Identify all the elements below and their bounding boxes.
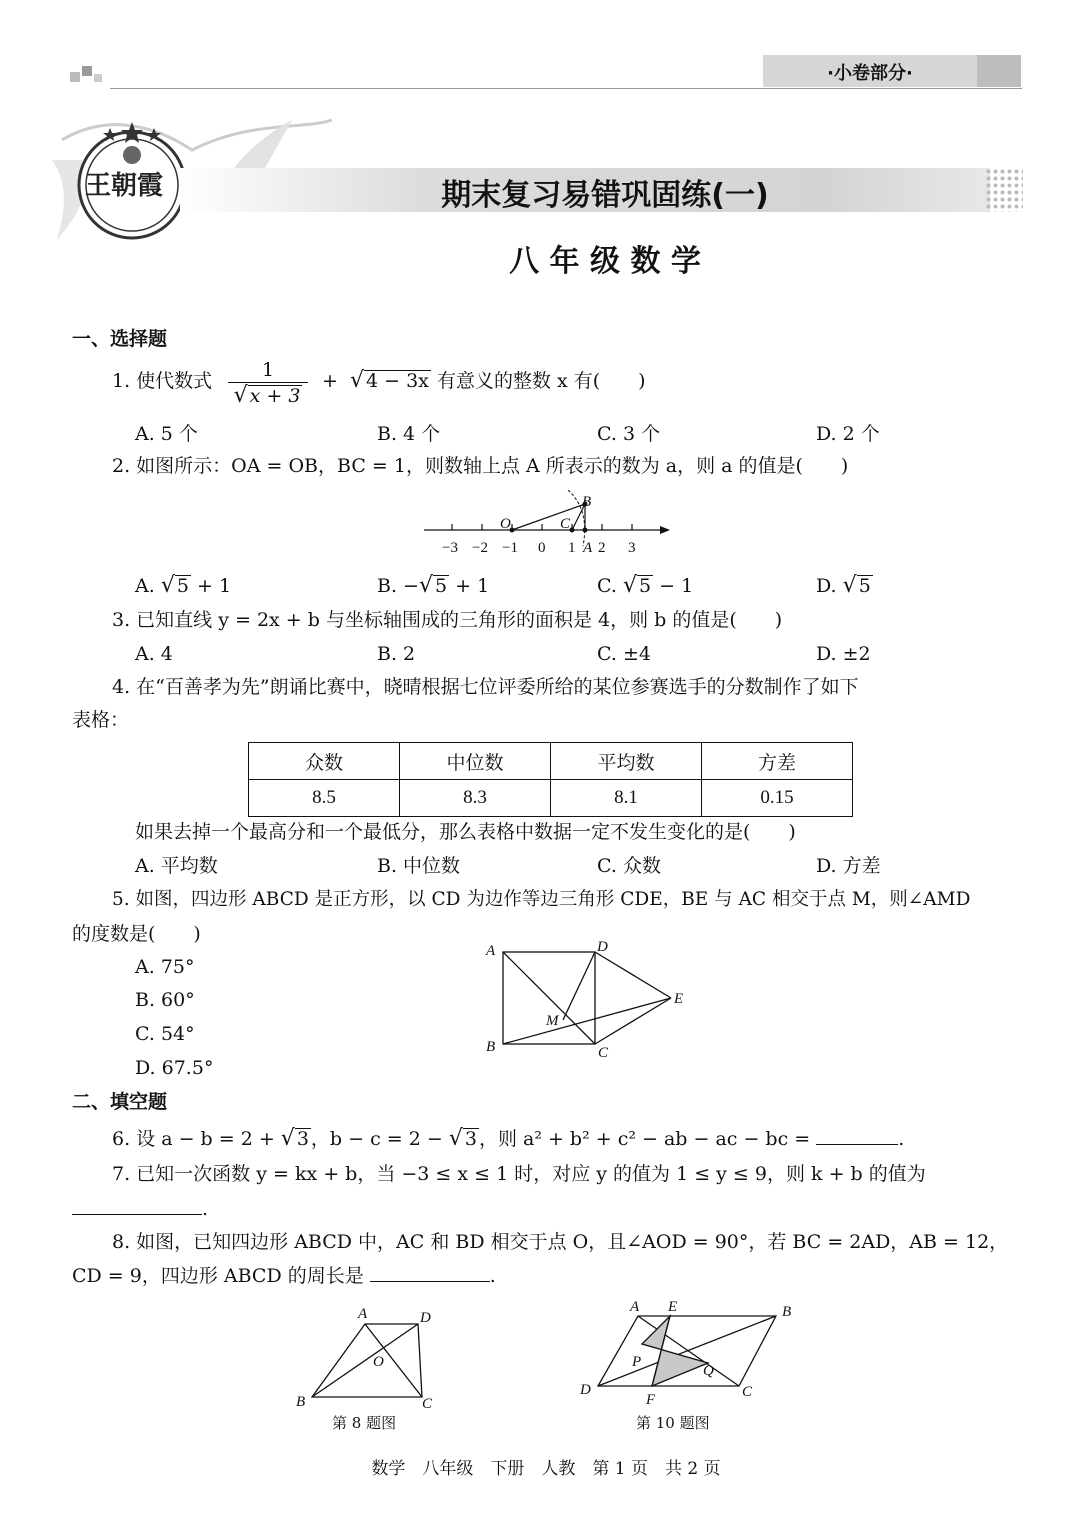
figure-label: C: [598, 1045, 609, 1061]
question-4-line2: 表格：: [72, 709, 130, 731]
tick-label: −3: [442, 540, 458, 556]
point-label: O: [500, 516, 511, 532]
q1-fraction: 1 √ x + 3: [228, 358, 308, 409]
figure-label: D: [420, 1310, 431, 1326]
q2-number-line: [420, 490, 680, 560]
figure-label: A: [486, 943, 496, 959]
figure-8: [290, 1300, 450, 1440]
table-header: 方差: [702, 743, 853, 780]
figure-label: B: [486, 1039, 496, 1055]
q1-radicand: 4 − 3x: [366, 370, 429, 392]
figure-10-caption: 第 10 题图: [636, 1414, 710, 1432]
section-heading-choice: 一、选择题: [72, 328, 168, 350]
figure-label: F: [646, 1392, 656, 1408]
q5-option-b: B. 60°: [135, 989, 195, 1011]
tick-label: 3: [628, 540, 636, 556]
table-cell: 8.5: [249, 780, 400, 817]
tick-label: −2: [472, 540, 488, 556]
q5-square-figure: [478, 935, 698, 1065]
question-7: 7. 已知一次函数 y = kx + b，当 −3 ≤ x ≤ 1 时，对应 y 的值为 1 ≤ y ≤ 9，则 k + b 的值为: [112, 1163, 926, 1185]
header-tab: [763, 55, 1021, 87]
answer-blank-7[interactable]: [72, 1196, 202, 1215]
q1-option-a: A. 5 个: [135, 423, 198, 445]
point-label: B: [582, 494, 592, 510]
page-title: 期末复习易错巩固练(一): [441, 178, 769, 213]
header-rule: [110, 88, 1022, 89]
q1-option-b: B. 4 个: [377, 423, 441, 445]
q2-option-a: A. √ 5 + 1: [135, 573, 232, 598]
q5-option-d: D. 67.5°: [135, 1057, 214, 1079]
question-5: 5. 如图，四边形 ABCD 是正方形，以 CD 为边作等边三角形 CDE，BE 与 AC 相交于点 M，则∠AMD: [112, 889, 971, 910]
question-8-line2: CD = 9，四边形 ABCD 的周长是 .: [72, 1265, 496, 1287]
q3-option-d: D. ±2: [816, 643, 871, 665]
answer-blank-6[interactable]: [816, 1126, 898, 1145]
point-label: A: [583, 540, 593, 556]
logo-text: 王朝霞: [85, 171, 164, 201]
table-row: [249, 743, 853, 780]
figure-label: C: [742, 1384, 753, 1400]
question-1: [112, 368, 212, 394]
figure-label: E: [668, 1299, 678, 1315]
tick-label: 0: [538, 540, 546, 556]
q1-frac-den: x + 3: [249, 385, 301, 407]
question-2: 2. 如图所示：OA = OB，BC = 1，则数轴上点 A 所表示的数为 a，则 a 的值是( ): [112, 455, 849, 477]
corner-squares: [70, 64, 110, 86]
q4-option-a: A. 平均数: [135, 855, 218, 877]
question-6: 6. 设 a − b = 2 + √ 3 ，b − c = 2 − √ 3 ，则 a² + b² + c² − ab − ac − bc = .: [112, 1126, 905, 1151]
question-8: 8. 如图，已知四边形 ABCD 中，AC 和 BD 相交于点 O，且∠AOD = 90°，若 BC = 2AD，AB = 12，: [112, 1231, 1009, 1253]
header-tab-label: ·小卷部分·: [827, 63, 913, 84]
q3-option-c: C. ±4: [597, 643, 651, 665]
question-5-line2: 的度数是( ): [72, 923, 201, 945]
figure-label: O: [373, 1354, 384, 1370]
table-header: 平均数: [551, 743, 702, 780]
title-bar-dots: [985, 168, 1023, 212]
q1-option-d: D. 2 个: [816, 423, 880, 445]
q2-option-d: D. √ 5: [816, 573, 871, 598]
tick-label: 2: [598, 540, 606, 556]
tick-label: −1: [502, 540, 518, 556]
figure-label: E: [674, 991, 684, 1007]
point-label: C: [560, 516, 571, 532]
figure-label: A: [358, 1306, 368, 1322]
answer-blank-8[interactable]: [370, 1263, 490, 1282]
figure-label: B: [296, 1394, 306, 1410]
figure-label: P: [632, 1354, 642, 1370]
figure-label: D: [597, 939, 608, 955]
figure-label: M: [546, 1013, 559, 1029]
figure-label: Q: [703, 1363, 714, 1379]
q5-option-c: C. 54°: [135, 1023, 195, 1045]
table-row: [249, 780, 853, 817]
q1-plus: +: [322, 370, 338, 392]
q2-option-c: C. √ 5 − 1: [597, 573, 694, 598]
figure-10: [576, 1294, 806, 1440]
q4-option-b: B. 中位数: [377, 855, 461, 877]
q1-option-c: C. 3 个: [597, 423, 661, 445]
table-header: 众数: [249, 743, 400, 780]
table-cell: 8.1: [551, 780, 702, 817]
page-subtitle: 八 年 级 数 学: [509, 244, 701, 279]
tick-label: 1: [568, 540, 576, 556]
q2-option-b: B. −√ 5 + 1: [377, 573, 490, 598]
section-heading-fill: 二、填空题: [72, 1091, 168, 1113]
figure-label: A: [630, 1299, 640, 1315]
question-4: 4. 在“百善孝为先”朗诵比赛中，晓晴根据七位评委所给的某位参赛选手的分数制作了如下: [112, 676, 859, 698]
stats-table: [248, 742, 853, 817]
figure-label: C: [422, 1396, 433, 1412]
q3-option-b: B. 2: [377, 643, 416, 665]
figure-label: D: [580, 1382, 591, 1398]
table-header: 中位数: [400, 743, 551, 780]
q5-option-a: A. 75°: [135, 956, 195, 978]
question-3: 3. 已知直线 y = 2x + b 与坐标轴围成的三角形的面积是 4，则 b 的值是( ): [112, 609, 783, 631]
question-7-line2: .: [72, 1196, 208, 1222]
page-footer: 数学 八年级 下册 人教 第 1 页 共 2 页: [371, 1459, 721, 1479]
figure-8-caption: 第 8 题图: [332, 1414, 397, 1432]
q1-stem-b: 有意义的整数 x 有( ): [436, 370, 646, 392]
q1-frac-num: 1: [261, 359, 275, 381]
table-cell: 0.15: [702, 780, 853, 817]
q3-option-a: A. 4: [135, 643, 173, 665]
q4-option-d: D. 方差: [816, 855, 881, 877]
figure-label: B: [782, 1304, 792, 1320]
table-cell: 8.3: [400, 780, 551, 817]
q1-stem-a: 1. 使代数式: [112, 370, 213, 392]
question-4-question: 如果去掉一个最高分和一个最低分，那么表格中数据一定不发生变化的是( ): [135, 821, 796, 843]
q4-option-c: C. 众数: [597, 855, 661, 877]
